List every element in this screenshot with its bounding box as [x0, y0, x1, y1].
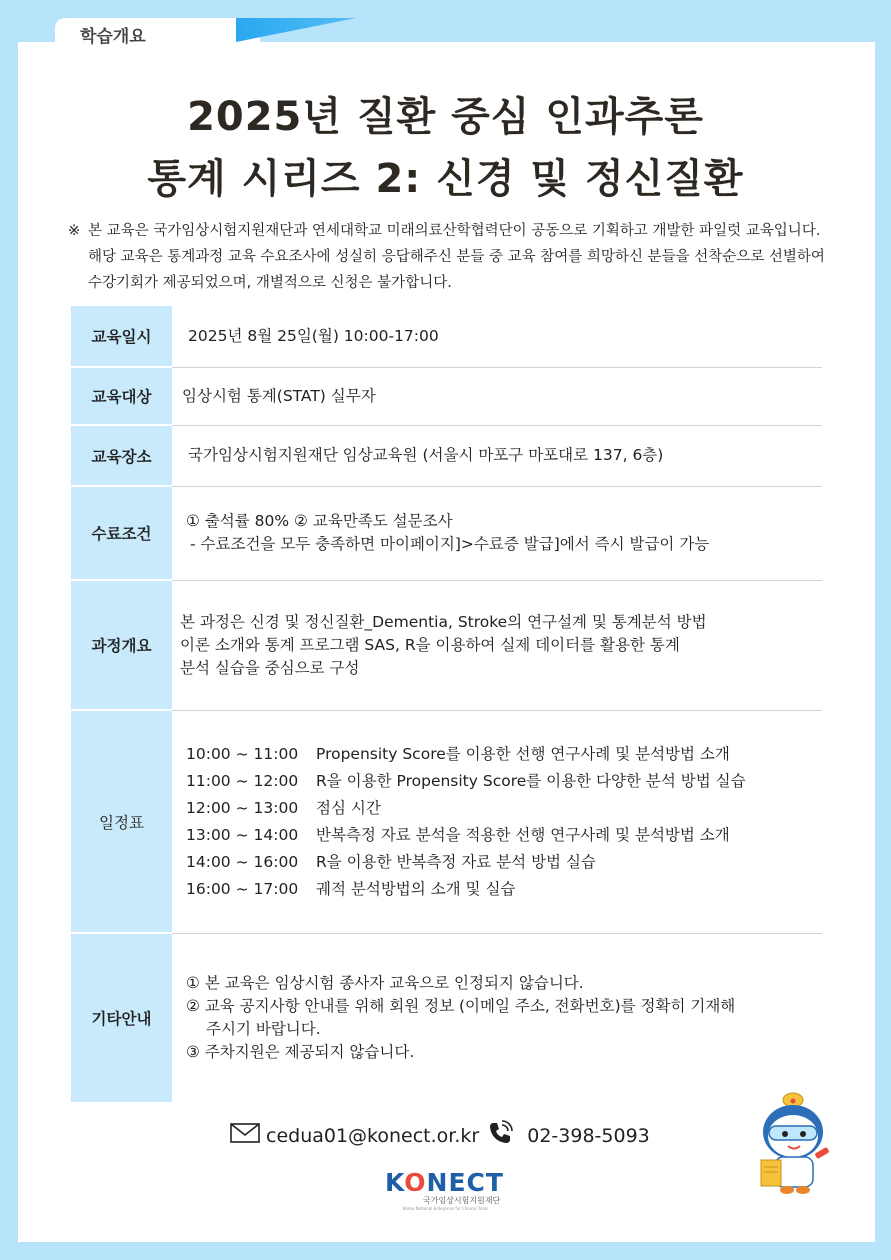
konect-logo: [385, 1168, 510, 1220]
overview-value: [172, 580, 822, 710]
contact-email[interactable]: cedua01@konect.or.kr: [266, 1124, 480, 1147]
schedule-item: [186, 876, 821, 903]
etc-label: 기타안내: [71, 933, 172, 1103]
mascot-illustration: [755, 1090, 837, 1195]
notice-line3: 수강기회가 제공되었으며, 개별적으로 신청은 불가합니다.: [88, 275, 452, 291]
row-schedule: [71, 710, 822, 933]
etc-line1: ① 본 교육은 임상시험 종사자 교육으로 인정되지 않습니다.: [186, 974, 584, 993]
row-target: [71, 367, 822, 425]
notice-mark: ※: [68, 223, 81, 239]
row-completion: [71, 486, 822, 580]
row-place: [71, 425, 822, 486]
target-label: 교육대상: [71, 367, 172, 425]
notice-block: [68, 218, 848, 296]
notice-line1: 본 교육은 국가임상시험지원재단과 연세대학교 미래의료산학협력단이 공동으로 기획하고 개발한 파일럿 교육입니다.: [88, 223, 821, 239]
schedule-time: 13:00 ~ 14:00: [186, 825, 299, 844]
schedule-item: [186, 849, 821, 876]
page-title-line1: 2025년 질환 중심 인과추론: [187, 94, 704, 140]
schedule-desc: 궤적 분석방법의 소개 및 실습: [316, 879, 516, 898]
date-value: 2025년 8월 25일(월) 10:00-17:00: [172, 306, 822, 367]
etc-value: [172, 933, 822, 1103]
schedule-item: [186, 795, 821, 822]
section-tab-label: 학습개요: [80, 27, 146, 47]
place-value: 국가임상시험지원재단 임상교육원 (서울시 마포구 마포대로 137, 6층): [172, 425, 822, 486]
overview-label: 과정개요: [71, 580, 172, 710]
target-value: 임상시험 통계(STAT) 실무자: [172, 367, 822, 425]
schedule-time: 14:00 ~ 16:00: [186, 852, 299, 871]
logo-subtitle: 국가임상시험지원재단: [423, 1196, 501, 1205]
schedule-desc: R을 이용한 반복측정 자료 분석 방법 실습: [316, 852, 596, 871]
logo-wordmark: KONECT: [385, 1168, 504, 1197]
schedule-item: [186, 768, 821, 795]
etc-line4: ③ 주차지원은 제공되지 않습니다.: [186, 1043, 415, 1062]
contact-bar: [230, 1120, 650, 1151]
logo-subtitle-en: Korea National Enterprise for Clinical Trials: [403, 1206, 489, 1211]
schedule-time: 16:00 ~ 17:00: [186, 879, 299, 898]
schedule-time: 12:00 ~ 13:00: [186, 798, 299, 817]
overview-line1: 본 과정은 신경 및 정신질환_Dementia, Stroke의 연구설계 및 통계분석 방법: [180, 612, 707, 631]
etc-line2: ② 교육 공지사항 안내를 위해 회원 정보 (이메일 주소, 전화번호)를 정확히 기재해: [186, 997, 736, 1016]
row-overview: [71, 580, 822, 710]
overview-line2: 이론 소개와 통계 프로그램 SAS, R을 이용하여 실제 데이터를 활용한 통계: [180, 635, 680, 654]
schedule-desc: Propensity Score를 이용한 선행 연구사례 및 분석방법 소개: [316, 744, 730, 763]
date-label: 교육일시: [71, 306, 172, 367]
row-etc: [71, 933, 822, 1103]
schedule-desc: R을 이용한 Propensity Score를 이용한 다양한 분석 방법 실습: [316, 771, 746, 790]
schedule-item: [186, 741, 821, 768]
schedule-list: [172, 710, 822, 933]
completion-label: 수료조건: [71, 486, 172, 580]
contact-phone[interactable]: 02-398-5093: [527, 1124, 650, 1147]
overview-line3: 분석 실습을 중심으로 구성: [180, 658, 360, 677]
completion-line1: ① 출석률 80% ② 교육만족도 설문조사: [186, 512, 453, 530]
schedule-desc: 점심 시간: [316, 798, 381, 817]
mail-icon: [230, 1123, 266, 1148]
etc-line3: 주시기 바랍니다.: [206, 1020, 321, 1039]
schedule-time: 11:00 ~ 12:00: [186, 771, 299, 790]
schedule-time: 10:00 ~ 11:00: [186, 744, 299, 763]
phone-icon: [487, 1120, 519, 1151]
row-date: [71, 306, 822, 367]
notice-line2: 해당 교육은 통계과정 교육 수요조사에 성실히 응답해주신 분들 중 교육 참여를 희망하신 분들을 선착순으로 선별하여: [88, 249, 825, 265]
course-info-table: [71, 306, 822, 1104]
page-title-line2: 통계 시리즈 2: 신경 및 정신질환: [147, 156, 744, 202]
place-label: 교육장소: [71, 425, 172, 486]
completion-value: [172, 486, 822, 580]
schedule-desc: 반복측정 자료 분석을 적용한 선행 연구사례 및 분석방법 소개: [316, 825, 730, 844]
completion-line2: - 수료조건을 모두 충족하면 마이페이지]>수료증 발급]에서 즉시 발급이 가능: [190, 535, 710, 553]
schedule-label: 일정표: [71, 710, 172, 933]
schedule-item: [186, 822, 821, 849]
